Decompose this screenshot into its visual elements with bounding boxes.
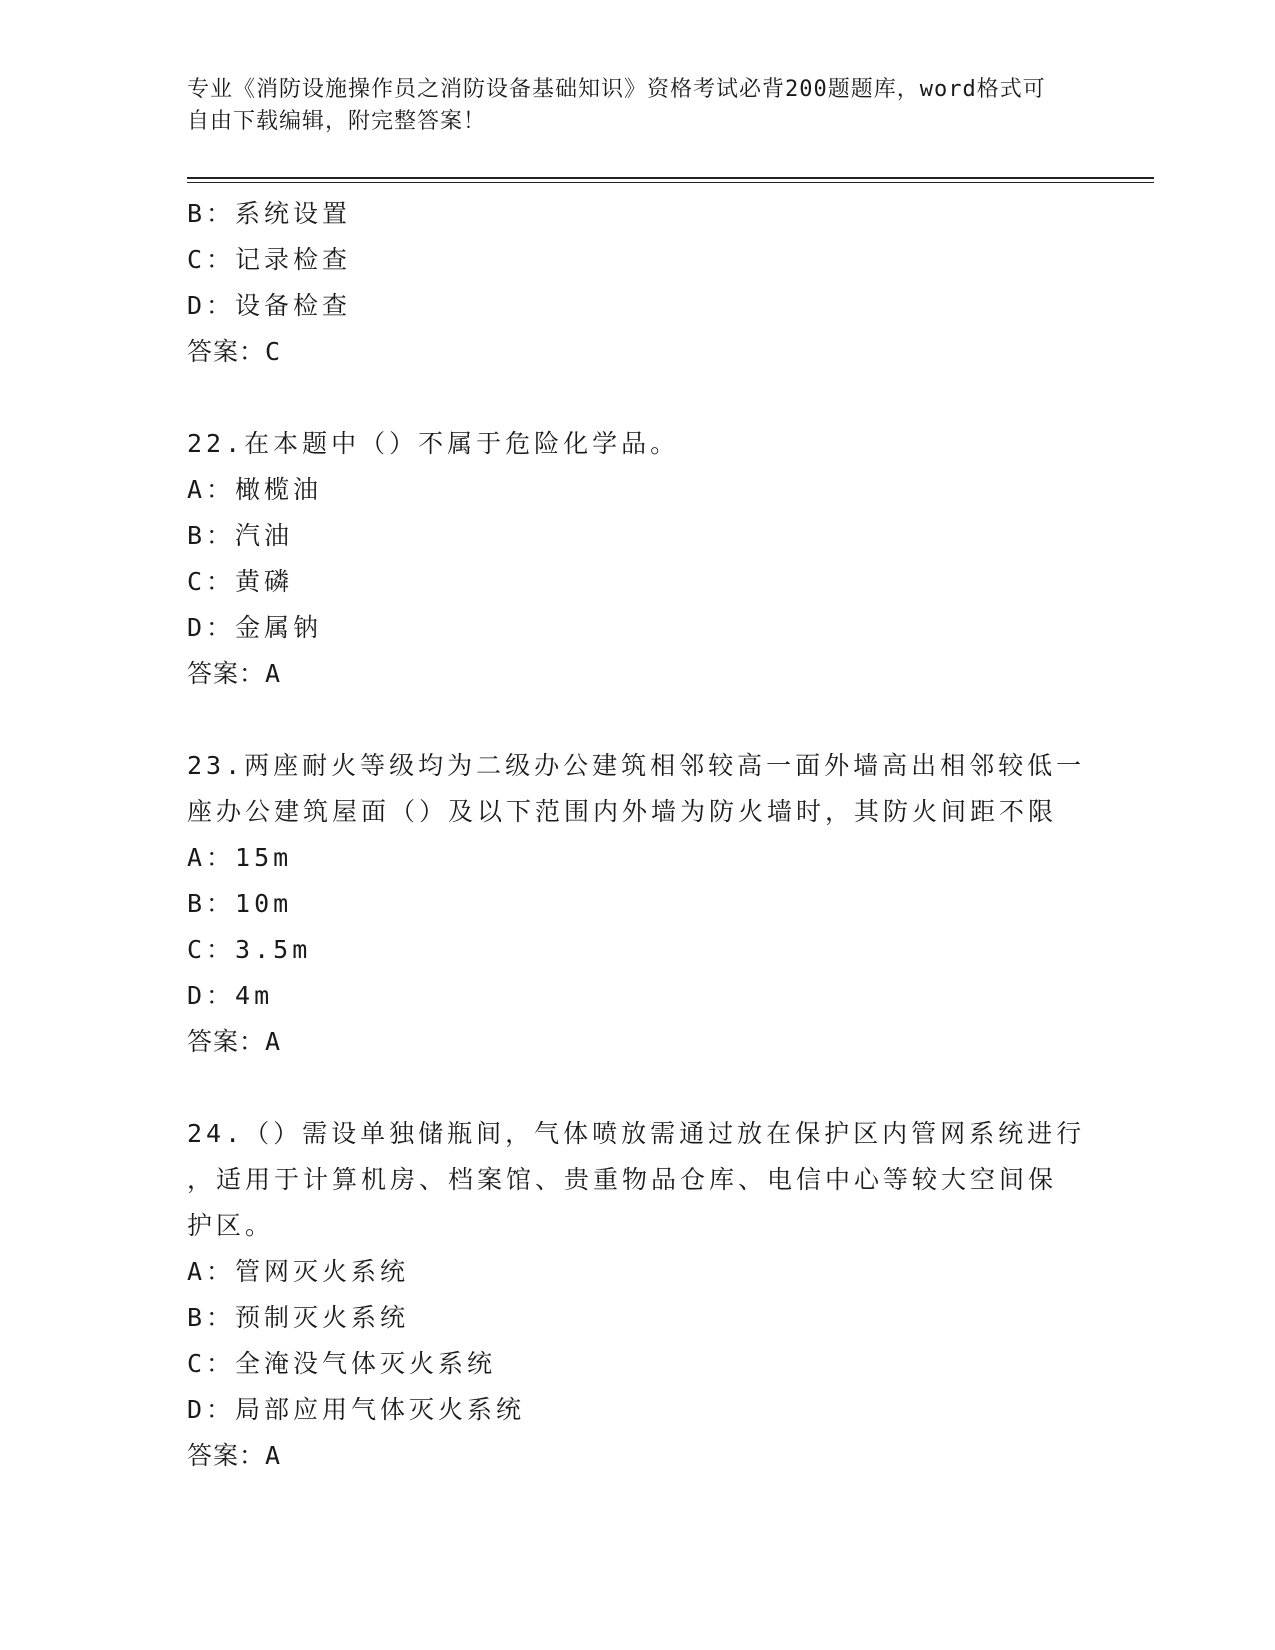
option-a: A：管网灭火系统	[187, 1257, 410, 1286]
question-stem: 22.在本题中（）不属于危险化学品。	[187, 429, 680, 458]
question-24	[187, 1111, 1087, 1479]
question-stem-continued: 座办公建筑屋面（）及以下范围内外墙为防火墙时，其防火间距不限	[187, 797, 1058, 826]
header-divider-thick	[187, 177, 1154, 179]
answer-line: 答案：A	[187, 1027, 282, 1056]
option-d: D：设备检查	[187, 291, 352, 320]
option-c: C：黄磷	[187, 567, 294, 596]
question-stem: 23.两座耐火等级均为二级办公建筑相邻较高一面外墙高出相邻较低一	[187, 751, 1086, 780]
option-b: B：系统设置	[187, 199, 352, 228]
option-d: D：局部应用气体灭火系统	[187, 1395, 526, 1424]
option-c: C：全淹没气体灭火系统	[187, 1349, 497, 1378]
header-divider-thin	[187, 182, 1154, 183]
option-c: C：3.5m	[187, 935, 312, 964]
option-a: A：橄榄油	[187, 475, 323, 504]
option-a: A：15m	[187, 843, 293, 872]
document-header: 专业《消防设施操作员之消防设备基础知识》资格考试必背200题题库，word格式可自由下载编辑，附完整答案！	[187, 77, 1046, 134]
question-stem: 24.（）需设单独储瓶间，气体喷放需通过放在保护区内管网系统进行	[187, 1119, 1086, 1148]
option-b: B：10m	[187, 889, 293, 918]
answer-line: 答案：A	[187, 659, 282, 688]
question-23	[187, 743, 1087, 1065]
answer-line: 答案：A	[187, 1441, 282, 1470]
option-c: C：记录检查	[187, 245, 352, 274]
answer-line: 答案：C	[187, 337, 282, 366]
option-d: D：金属钠	[187, 613, 323, 642]
carryover-question	[187, 191, 1087, 375]
option-d: D：4m	[187, 981, 274, 1010]
option-b: B：预制灭火系统	[187, 1303, 410, 1332]
option-b: B：汽油	[187, 521, 294, 550]
question-content	[187, 191, 1087, 1479]
question-22	[187, 421, 1087, 697]
question-stem-continued: ，适用于计算机房、档案馆、贵重物品仓库、电信中心等较大空间保	[187, 1165, 1058, 1194]
question-stem-continued: 护区。	[187, 1211, 275, 1240]
